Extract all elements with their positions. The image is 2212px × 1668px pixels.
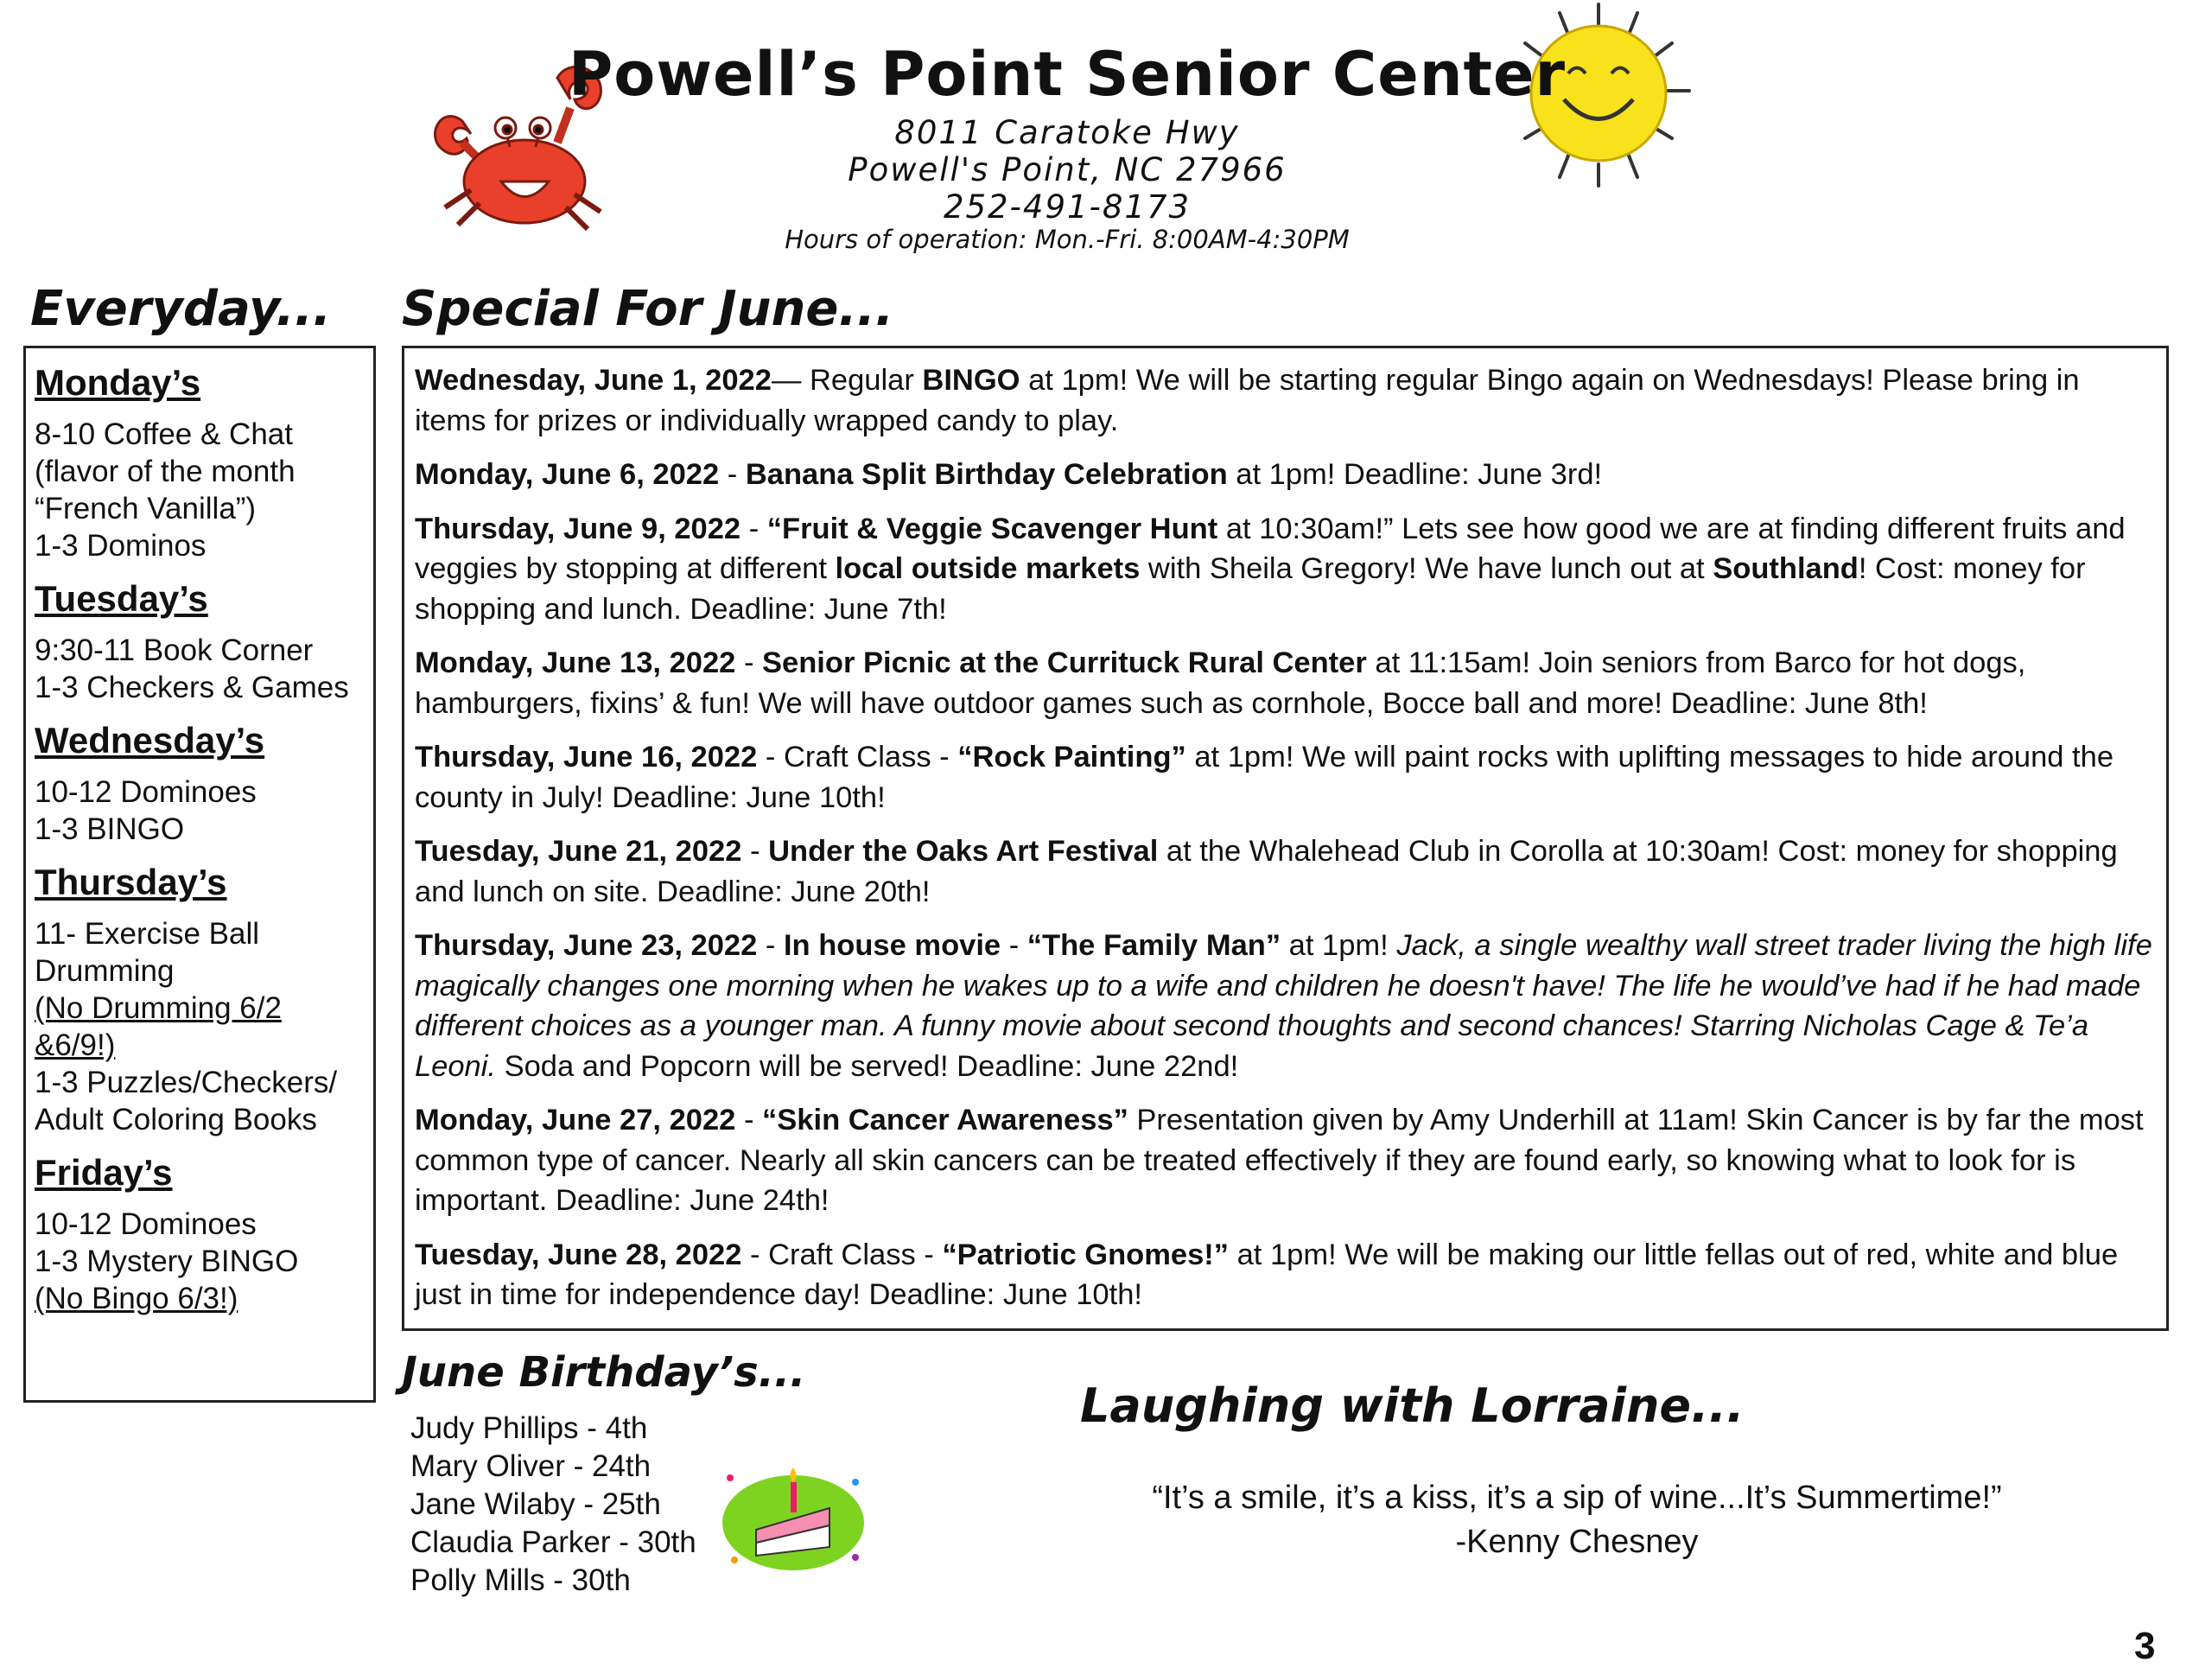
everyday-heading: Everyday... (30, 281, 332, 337)
schedule-note: (No Bingo 6/3!) (35, 1282, 238, 1315)
laughing-heading: Laughing with Lorraine... (1080, 1378, 1745, 1433)
event-entry: Monday, June 27, 2022 - “Skin Cancer Awareness” Presentation given by Amy Underhill at 11am! Skin Cancer is by far the most common type of cancer. Nearly all skin cancers can be treated effectively if they are found early, so knowing what to look for is important. Deadline: June 24th! (415, 1104, 2144, 1217)
event-entry: Tuesday, June 28, 2022 - Craft Class - “Patriotic Gnomes!” at 1pm! We will be making our little fellas out of red, white and blue just in time for independence day! Deadline: June 10th! (415, 1238, 2119, 1311)
schedule-line: 8-10 Coffee & Chat (35, 417, 293, 451)
day-friday (35, 1152, 373, 1317)
event-entry: Thursday, June 16, 2022 - Craft Class - “Rock Painting” at 1pm! We will paint rocks with uplifting messages to hide around the county in July! Deadline: June 10th! (415, 741, 2114, 814)
event-entry: Tuesday, June 21, 2022 - Under the Oaks Art Festival at the Whalehead Club in Corolla at 10:30am! Cost: money for shopping and lunch on site. Deadline: June 20th! (415, 835, 2118, 908)
address-line-1: 8011 Caratoke Hwy (894, 114, 1240, 151)
day-title: Friday’s (35, 1152, 173, 1193)
schedule-line: Adult Coloring Books (35, 1103, 317, 1136)
event-entry: Wednesday, June 1, 2022— Regular BINGO at 1pm! We will be starting regular Bingo again on Wednesdays! Please bring in items for prizes or individually wrapped candy to play. (415, 364, 2080, 437)
birthday-item: Claudia Parker - 30th (410, 1525, 696, 1559)
special-events-box (402, 346, 2169, 1331)
schedule-line: 10-12 Dominoes (35, 1207, 257, 1241)
address-line-2: Powell's Point, NC 27966 (848, 151, 1287, 188)
day-wednesday (35, 720, 373, 848)
schedule-line: 1-3 BINGO (35, 812, 185, 846)
birthday-item: Judy Phillips - 4th (410, 1411, 648, 1445)
everyday-schedule-box (23, 346, 376, 1403)
event-entry: Thursday, June 23, 2022 - In house movie - “The Family Man” at 1pm! Jack, a single wealthy wall street trader living the high life magically changes one morning when he wakes up to a wife and children he doesn't have! The life he would’ve had if he had made different choices as a younger man. A funny movie about second thoughts and second chances! Starring Nicholas Cage & Te’a Leoni. Soda and Popcorn will be served! Deadline: June 22nd! (415, 929, 2152, 1083)
birthday-item: Mary Oliver - 24th (410, 1449, 652, 1483)
cake-icon (717, 1461, 868, 1573)
day-thursday (35, 862, 373, 1138)
center-title: Powell’s Point Senior Center (568, 39, 1567, 110)
birthdays-heading: June Birthday’s... (402, 1348, 806, 1397)
schedule-line: 9:30-11 Book Corner (35, 633, 314, 667)
event-entry: Monday, June 6, 2022 - Banana Split Birthday Celebration at 1pm! Deadline: June 3rd! (415, 458, 1603, 491)
quote-text: “It’s a smile, it’s a kiss, it’s a sip of wine...It’s Summertime!” (1152, 1480, 2002, 1516)
schedule-note: (No Drumming 6/2 (35, 991, 282, 1025)
schedule-line: Drumming (35, 954, 175, 988)
day-title: Wednesday’s (35, 720, 265, 761)
hours-of-operation: Hours of operation: Mon.-Fri. 8:00AM-4:30PM (785, 225, 1350, 254)
day-title: Monday’s (35, 362, 201, 403)
schedule-line: 1-3 Checkers & Games (35, 671, 349, 704)
schedule-line: 10-12 Dominoes (35, 775, 257, 809)
schedule-line: “French Vanilla”) (35, 492, 257, 525)
schedule-note: &6/9!) (35, 1028, 116, 1062)
day-title: Tuesday’s (35, 578, 208, 619)
birthday-item: Polly Mills - 30th (410, 1563, 631, 1597)
event-entry: Thursday, June 9, 2022 - “Fruit & Veggie Scavenger Hunt at 10:30am!” Lets see how good we are at finding different fruits and veggies by stopping at different local outside markets with Sheila Gregory! We have lunch out at Southland! Cost: money for shopping and lunch. Deadline: June 7th! (415, 512, 2126, 626)
schedule-line: (flavor of the month (35, 455, 296, 488)
day-monday (35, 362, 373, 564)
special-heading: Special For June... (402, 281, 894, 337)
schedule-line: 1-3 Dominos (35, 529, 207, 563)
day-tuesday (35, 578, 373, 706)
event-entry: Monday, June 13, 2022 - Senior Picnic at the Currituck Rural Center at 11:15am! Join seniors from Barco for hot dogs, hamburgers, fixins’ & fun! We will have outdoor games such as cornhole, Bocce ball and more! Deadline: June 8th! (415, 646, 2026, 720)
day-title: Thursday’s (35, 862, 227, 902)
birthday-item: Jane Wilaby - 25th (410, 1487, 661, 1521)
schedule-line: 1-3 Puzzles/Checkers/ (35, 1066, 338, 1099)
phone-number: 252-491-8173 (943, 188, 1192, 226)
quote-author: -Kenny Chesney (1455, 1524, 1699, 1560)
schedule-line: 1-3 Mystery BINGO (35, 1245, 299, 1278)
page-number: 3 (2134, 1625, 2156, 1667)
schedule-line: 11- Exercise Ball (35, 917, 260, 951)
